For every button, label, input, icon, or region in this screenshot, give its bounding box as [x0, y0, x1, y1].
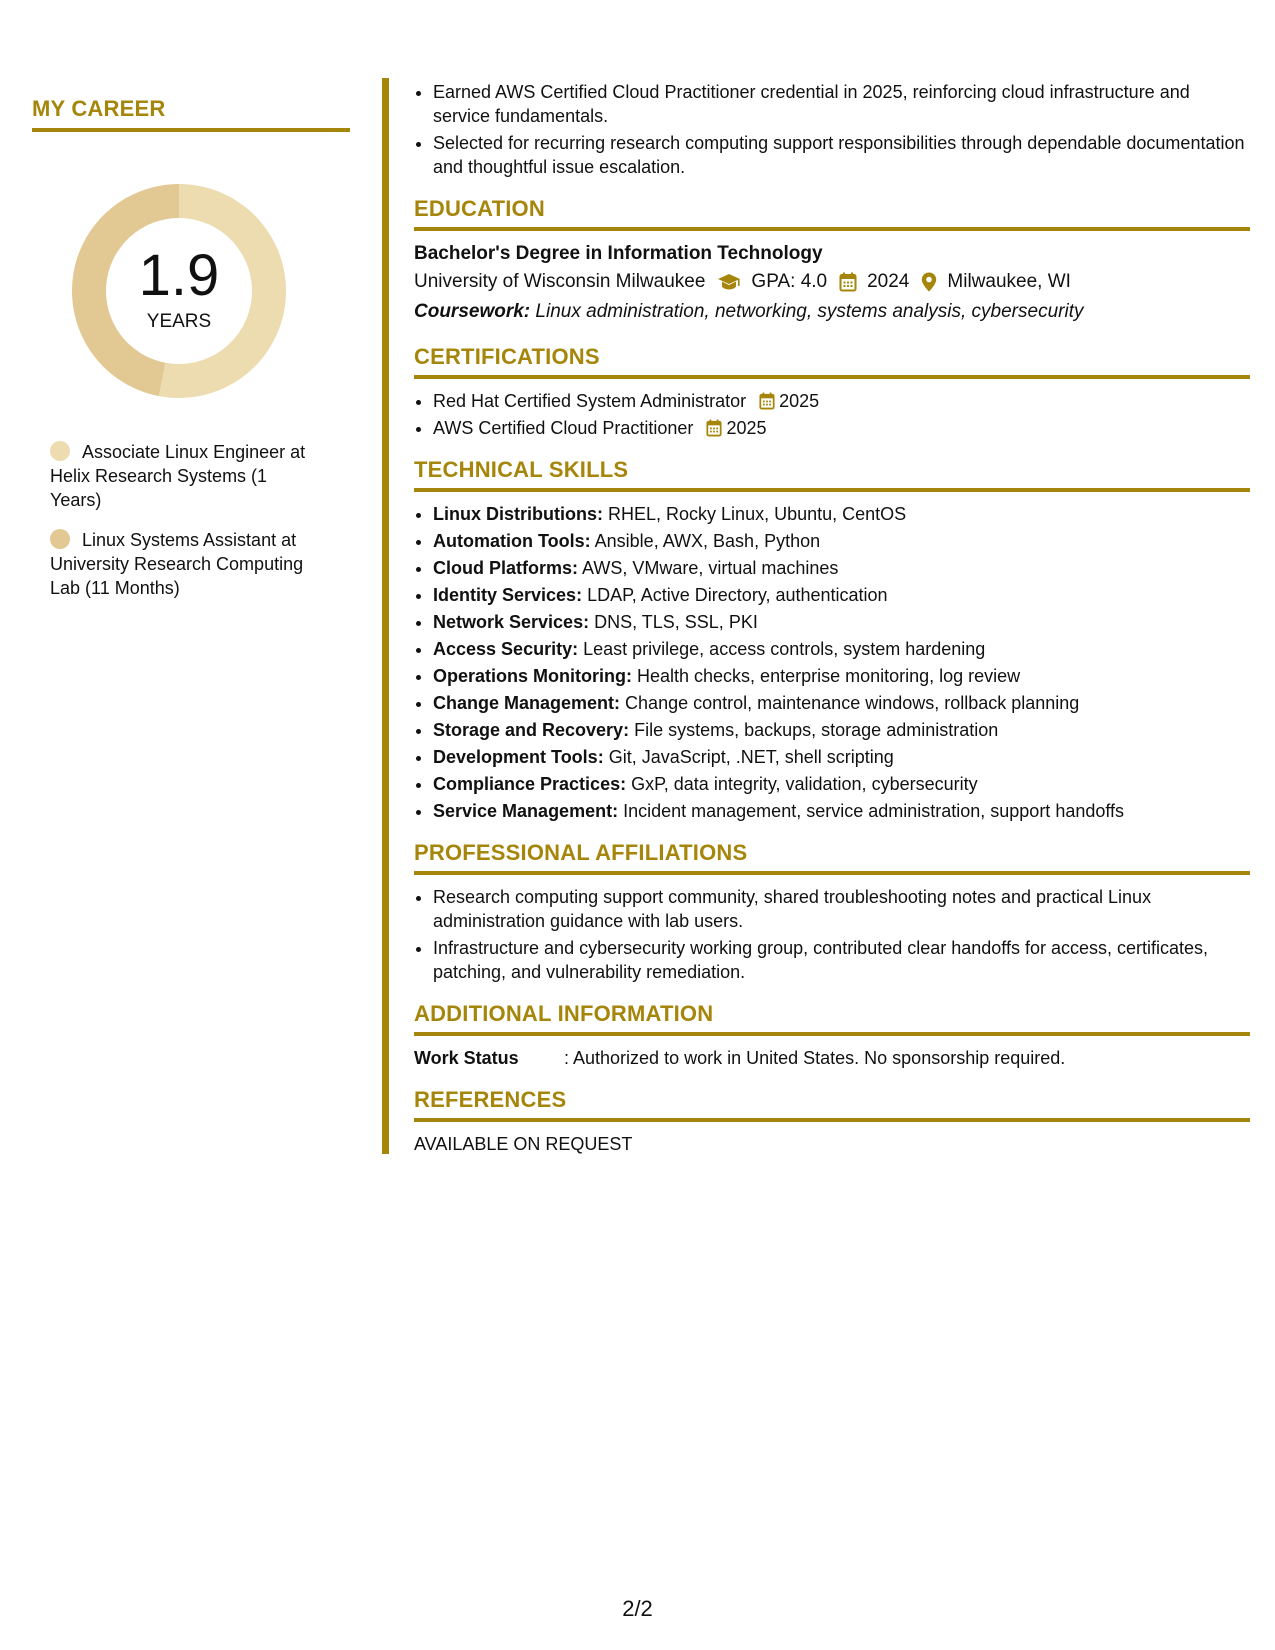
- column-divider: [382, 78, 389, 1154]
- skill-label: Cloud Platforms:: [433, 558, 579, 578]
- skill-label: Automation Tools:: [433, 531, 591, 551]
- coursework-label: Coursework:: [414, 301, 531, 322]
- calendar-icon: [839, 272, 857, 292]
- skill-value: DNS, TLS, SSL, PKI: [594, 612, 758, 632]
- career-legend: [50, 440, 320, 600]
- coursework: [414, 297, 1250, 327]
- certifications-list: [414, 389, 1250, 440]
- skill-label: Development Tools:: [433, 747, 604, 767]
- calendar-icon: [706, 419, 722, 437]
- skill-value: Change control, maintenance windows, rollback planning: [625, 693, 1080, 713]
- skill-label: Linux Distributions:: [433, 504, 603, 524]
- references-title: REFERENCES: [414, 1088, 1250, 1122]
- skill-item: [433, 583, 1250, 607]
- skill-label: Service Management:: [433, 801, 619, 821]
- skill-value: Ansible, AWX, Bash, Python: [594, 531, 821, 551]
- certification-item: [433, 389, 1250, 413]
- career-legend-item: [50, 528, 320, 600]
- skill-value: Health checks, enterprise monitoring, log review: [637, 666, 1021, 686]
- career-total-value: 1.9: [138, 243, 220, 308]
- education-title: EDUCATION: [414, 197, 1250, 231]
- page-number: 2/2: [622, 1596, 653, 1621]
- certification-name: • Red Hat Certified System Administrator: [433, 391, 747, 411]
- skill-label: Operations Monitoring:: [433, 666, 632, 686]
- certification-name: • AWS Certified Cloud Practitioner: [433, 418, 694, 438]
- graduation-cap-icon: [717, 273, 741, 291]
- gpa: GPA: 4.0: [751, 271, 828, 292]
- career-legend-item: [50, 440, 320, 512]
- skill-item: [433, 691, 1250, 715]
- skill-item: [433, 637, 1250, 661]
- skill-label: Network Services:: [433, 612, 590, 632]
- main-content: [414, 80, 1250, 1156]
- certification-item: [433, 416, 1250, 440]
- list-item: • Earned AWS Certified Cloud Practitioner credential in 2025, reinforcing cloud infrastructure and service fundamentals.: [433, 80, 1250, 128]
- additional-info-title: ADDITIONAL INFORMATION: [414, 1002, 1250, 1036]
- education-details: [414, 267, 1250, 297]
- skill-value: Least privilege, access controls, system hardening: [583, 639, 986, 659]
- skill-value: RHEL, Rocky Linux, Ubuntu, CentOS: [608, 504, 907, 524]
- certifications-title: CERTIFICATIONS: [414, 345, 1250, 379]
- work-status-row: [414, 1046, 1250, 1070]
- affiliations-list: [414, 885, 1250, 984]
- list-item: • Infrastructure and cybersecurity working group, contributed clear handoffs for access, certificates, patching, and vulnerability remediation.: [433, 936, 1250, 984]
- school-location: Milwaukee, WI: [947, 271, 1071, 292]
- skill-label: Compliance Practices:: [433, 774, 627, 794]
- skill-value: Git, JavaScript, .NET, shell scripting: [608, 747, 894, 767]
- skill-item: [433, 799, 1250, 823]
- list-item: • Selected for recurring research computing support responsibilities through dependable documentation and thoughtful issue escalation.: [433, 131, 1250, 179]
- skill-value: GxP, data integrity, validation, cybersecurity: [631, 774, 978, 794]
- skill-value: File systems, backups, storage administration: [634, 720, 999, 740]
- skill-value: LDAP, Active Directory, authentication: [587, 585, 888, 605]
- coursework-text: Linux administration, networking, systems analysis, cybersecurity: [535, 301, 1084, 322]
- certification-year: 2025: [779, 391, 820, 411]
- legend-label: Linux Systems Assistant at University Research Computing Lab (11 Months): [50, 530, 304, 598]
- career-donut-center: [66, 178, 292, 404]
- skill-item: [433, 502, 1250, 526]
- career-total-unit: YEARS: [146, 311, 212, 332]
- list-item: • Research computing support community, shared troubleshooting notes and practical Linux administration guidance with lab users.: [433, 885, 1250, 933]
- legend-dot: [50, 441, 70, 461]
- school-name: University of Wisconsin Milwaukee: [414, 271, 706, 292]
- calendar-icon: [759, 392, 775, 410]
- work-status-label: Work Status: [414, 1048, 519, 1068]
- skills-list: [414, 502, 1250, 823]
- skill-item: [433, 556, 1250, 580]
- skills-title: TECHNICAL SKILLS: [414, 458, 1250, 492]
- skill-item: [433, 745, 1250, 769]
- skill-label: Access Security:: [433, 639, 579, 659]
- legend-label: Associate Linux Engineer at Helix Research Systems (1 Years): [50, 442, 306, 510]
- skill-item: [433, 772, 1250, 796]
- map-pin-icon: [921, 272, 937, 292]
- skill-item: [433, 610, 1250, 634]
- legend-dot: [50, 529, 70, 549]
- career-title: MY CAREER: [32, 96, 350, 132]
- career-sidebar: [32, 96, 350, 616]
- skill-item: [433, 718, 1250, 742]
- skill-value: AWS, VMware, virtual machines: [582, 558, 839, 578]
- work-status-value: : Authorized to work in United States. No sponsorship required.: [564, 1048, 1066, 1068]
- skill-item: [433, 529, 1250, 553]
- references-text: AVAILABLE ON REQUEST: [414, 1134, 633, 1154]
- intro-bullets: [414, 80, 1250, 179]
- degree-name: Bachelor's Degree in Information Technology: [414, 243, 823, 264]
- certification-year: 2025: [726, 418, 767, 438]
- affiliations-title: PROFESSIONAL AFFILIATIONS: [414, 841, 1250, 875]
- skill-label: Change Management:: [433, 693, 621, 713]
- skill-label: Storage and Recovery:: [433, 720, 630, 740]
- career-donut-chart: [66, 178, 292, 404]
- skill-label: Identity Services:: [433, 585, 583, 605]
- graduation-year: 2024: [867, 271, 910, 292]
- skill-item: [433, 664, 1250, 688]
- skill-value: Incident management, service administration, support handoffs: [623, 801, 1125, 821]
